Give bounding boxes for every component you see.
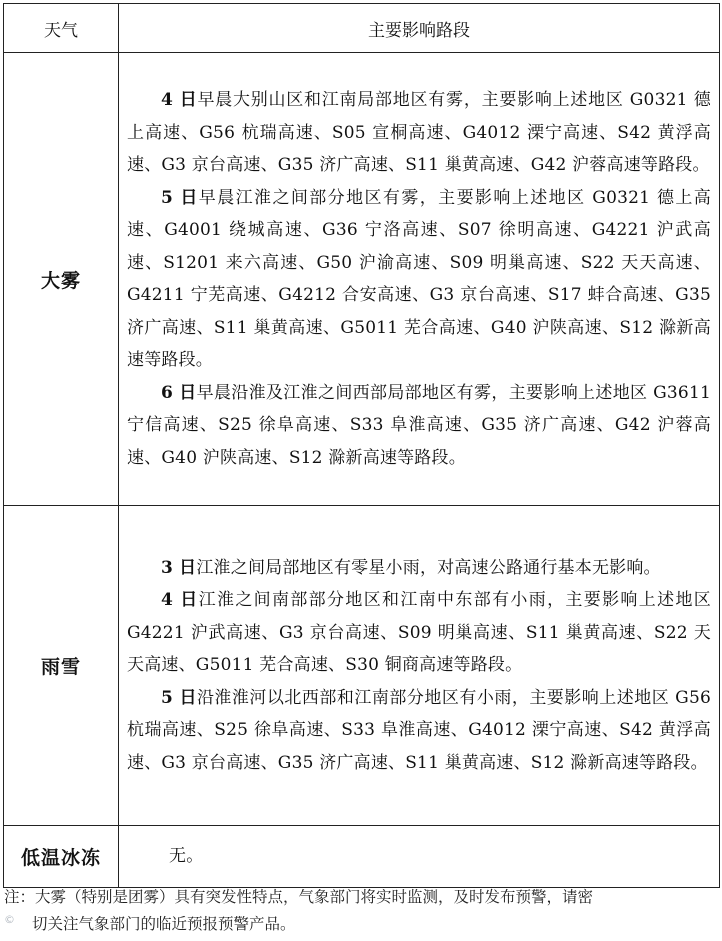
road-weather-table <box>3 3 720 888</box>
weather-type-rain-snow: 雨雪 <box>4 506 119 826</box>
date-label: 4 日 <box>161 90 198 110</box>
rain-paragraph-day5 <box>127 682 711 780</box>
paragraph-text: 早晨大别山区和江南局部地区有雾，主要影响上述地区 G0321 德上高速、G56 杭瑞高速、S05 宣桐高速、G4012 溧宁高速、S42 黄浮高速、G3 京台高速、G35 济广高速、S11 巢黄高速、G42 沪蓉高速等路段。 <box>127 90 711 175</box>
date-label: 4 日 <box>161 590 199 611</box>
table-row-rain-snow <box>4 506 720 826</box>
paragraph-text: 早晨沿淮及江淮之间西部局部地区有雾，主要影响上述地区 G3611 宁信高速、S25 徐阜高速、S33 阜淮高速、G35 济广高速、G42 沪蓉高速、G40 沪陕高速、S12 滁新高速等路段。 <box>127 382 711 468</box>
table-row-frost <box>4 826 720 888</box>
paragraph-text: 江淮之间南部部分地区和江南中东部有小雨，主要影响上述地区 G4221 沪武高速、G3 京台高速、S09 明巢高速、S11 巢黄高速、S22 天天高速、G5011 芜合高速、S30 铜商高速等路段。 <box>127 590 711 676</box>
footnote-line-2: 切关注气象部门的临近预报预警产品。 <box>32 915 296 933</box>
rain-paragraph-day3 <box>127 552 711 585</box>
paragraph-text: 早晨江淮之间部分地区有雾，主要影响上述地区 G0321 德上高速、G4001 绕城高速、G36 宁洛高速、S07 徐明高速、G4221 沪武高速、S1201 来六高速、G50 沪渝高速、S09 明巢高速、S22 天天高速、G4211 宁芜高速、G4212 合安高速、G3 京台高速、S17 蚌合高速、G35 济广高速、S11 巢黄高速、G5011 芜合高速、G40 沪陕高速、S12 滁新高速等路段。 <box>127 187 711 370</box>
footnote <box>4 884 720 938</box>
fog-roads-cell <box>119 53 720 506</box>
weather-type-fog: 大雾 <box>4 53 119 506</box>
watermark-logo <box>4 913 54 937</box>
watermark-icon: © <box>4 913 15 926</box>
footnote-line-1: 注：大雾（特别是团雾）具有突发性特点，气象部门将实时监测，及时发布预警，请密 <box>4 888 594 906</box>
fog-paragraph-day6 <box>127 377 711 475</box>
header-roads: 主要影响路段 <box>119 4 720 53</box>
paragraph-text: 江淮之间局部地区有零星小雨，对高速公路通行基本无影响。 <box>196 557 661 578</box>
rain-paragraph-day4 <box>127 584 711 682</box>
frost-roads-cell: 无。 <box>119 826 720 888</box>
table-header-row <box>4 4 720 53</box>
header-weather: 天气 <box>4 4 119 53</box>
date-label: 6 日 <box>161 382 197 403</box>
table-row-fog <box>4 53 720 506</box>
fog-paragraph-day5 <box>127 182 711 377</box>
date-label: 3 日 <box>161 557 197 578</box>
fog-paragraph-day4 <box>127 84 711 182</box>
rain-roads-cell <box>119 506 720 826</box>
paragraph-text: 沿淮淮河以北西部和江南部分地区有小雨，主要影响上述地区 G56 杭瑞高速、S25 徐阜高速、S33 阜淮高速、G4012 溧宁高速、S42 黄浮高速、G3 京台高速、G35 济广高速、S11 巢黄高速、S12 滁新高速等路段。 <box>127 687 711 773</box>
weather-type-frost: 低温冰冻 <box>4 826 119 888</box>
date-label: 5 日 <box>161 187 199 208</box>
date-label: 5 日 <box>161 687 197 708</box>
